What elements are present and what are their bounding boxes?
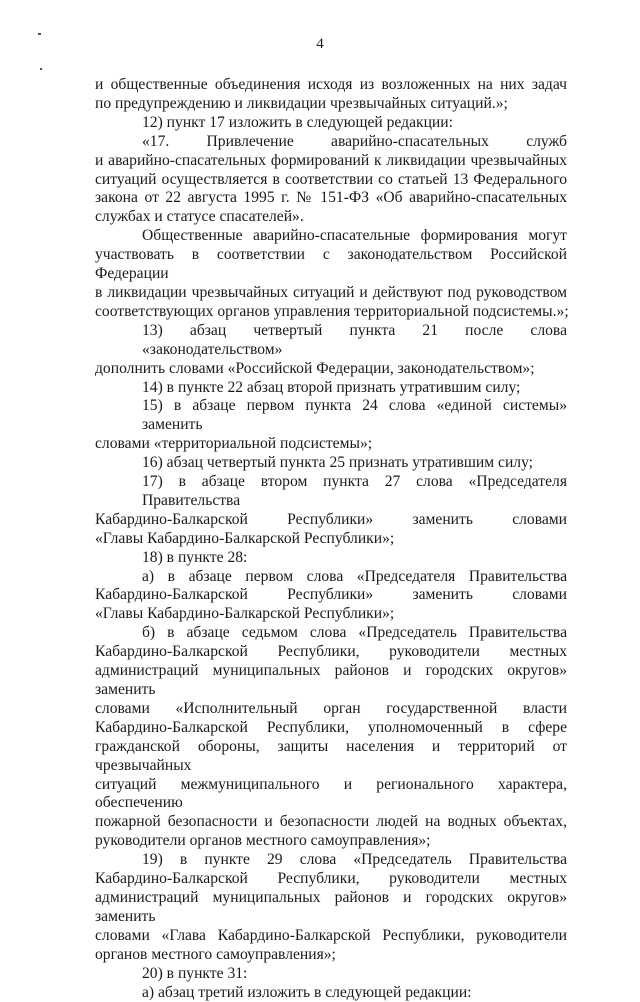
paragraph-16 (95, 454, 567, 473)
text-line: словами «территориальной подсистемы»; (95, 435, 567, 454)
text-line: Кабардино-Балкарской Республики, уполномоченный в сфере (95, 719, 567, 738)
text-line: 18) в пункте 28: (95, 549, 567, 568)
text-line: ситуаций межмуниципального и регионального характера, обеспечению (95, 776, 567, 814)
text-line: 12) пункт 17 изложить в следующей редакции: (95, 114, 567, 133)
paragraph-12 (95, 114, 567, 133)
text-line: органов местного самоуправления»; (95, 946, 567, 965)
text-line: словами «Исполнительный орган государственной власти (95, 700, 567, 719)
text-line: Кабардино-Балкарской Республики, руководители местных (95, 643, 567, 662)
text-line: администраций муниципальных районов и городских округов» заменить (95, 662, 567, 700)
text-line: в ликвидации чрезвычайных ситуаций и действуют под руководством (95, 284, 567, 303)
text-line: 17) в абзаце втором пункта 27 слова «Председателя Правительства (95, 473, 567, 511)
text-line: и общественные объединения исходя из возложенных на них задач (95, 76, 567, 95)
text-line: службах и статусе спасателей». (95, 208, 567, 227)
paragraph-18a (95, 568, 567, 625)
text-line: а) в абзаце первом слова «Председателя Правительства (95, 568, 567, 587)
paragraph-20 (95, 965, 567, 984)
paragraph-13 (95, 322, 567, 379)
paragraph-18b (95, 624, 567, 851)
text-line: «17. Привлечение аварийно-спасательных служб (95, 133, 567, 152)
document-body (95, 76, 567, 1002)
text-line: администраций муниципальных районов и городских округов» заменить (95, 889, 567, 927)
text-line: закона от 22 августа 1995 г. № 151-ФЗ «Об аварийно-спасательных (95, 189, 567, 208)
paragraph-17 (95, 473, 567, 549)
text-line: Общественные аварийно-спасательные формирования могут (95, 227, 567, 246)
text-line: руководители органов местного самоуправления»; (95, 832, 567, 851)
text-line: участвовать в соответствии с законодательством Российской Федерации (95, 246, 567, 284)
paragraph-intro (95, 76, 567, 114)
text-line: «Главы Кабардино-Балкарской Республики»; (95, 530, 567, 549)
text-line: 14) в пункте 22 абзац второй признать утратившим силу; (95, 379, 567, 398)
scan-artifact (38, 33, 41, 35)
text-line: словами «Глава Кабардино-Балкарской Республики, руководители (95, 927, 567, 946)
paragraph-14 (95, 379, 567, 398)
text-line: Кабардино-Балкарской Республики, руководители местных (95, 870, 567, 889)
text-line: 16) абзац четвертый пункта 25 признать утратившим силу; (95, 454, 567, 473)
scan-artifact (40, 68, 42, 70)
text-line: гражданской обороны, защиты населения и территорий от чрезвычайных (95, 738, 567, 776)
text-line: и аварийно-спасательных формирований к ликвидации чрезвычайных (95, 152, 567, 171)
paragraph-20a (95, 984, 567, 1002)
text-line: Кабардино-Балкарской Республики» заменить словами (95, 586, 567, 605)
text-line: а) абзац третий изложить в следующей редакции: (95, 984, 567, 1002)
paragraph-19 (95, 851, 567, 964)
text-line: 13) абзац четвертый пункта 21 после слова «законодательством» (95, 322, 567, 360)
text-line: 19) в пункте 29 слова «Председатель Правительства (95, 851, 567, 870)
paragraph-18 (95, 549, 567, 568)
text-line: пожарной безопасности и безопасности людей на водных объектах, (95, 813, 567, 832)
text-line: б) в абзаце седьмом слова «Председатель Правительства (95, 624, 567, 643)
text-line: дополнить словами «Российской Федерации, законодательством»; (95, 360, 567, 379)
paragraph-17-quote (95, 133, 567, 228)
page-number: 4 (0, 36, 640, 53)
text-line: «Главы Кабардино-Балкарской Республики»; (95, 605, 567, 624)
text-line: соответствующих органов управления территориальной подсистемы.»; (95, 303, 567, 322)
paragraph-public (95, 227, 567, 322)
text-line: ситуаций осуществляется в соответствии со статьей 13 Федерального (95, 171, 567, 190)
text-line: 20) в пункте 31: (95, 965, 567, 984)
text-line: Кабардино-Балкарской Республики» заменить словами (95, 511, 567, 530)
paragraph-15 (95, 397, 567, 454)
text-line: 15) в абзаце первом пункта 24 слова «единой системы» заменить (95, 397, 567, 435)
text-line: по предупреждению и ликвидации чрезвычайных ситуаций.»; (95, 95, 567, 114)
